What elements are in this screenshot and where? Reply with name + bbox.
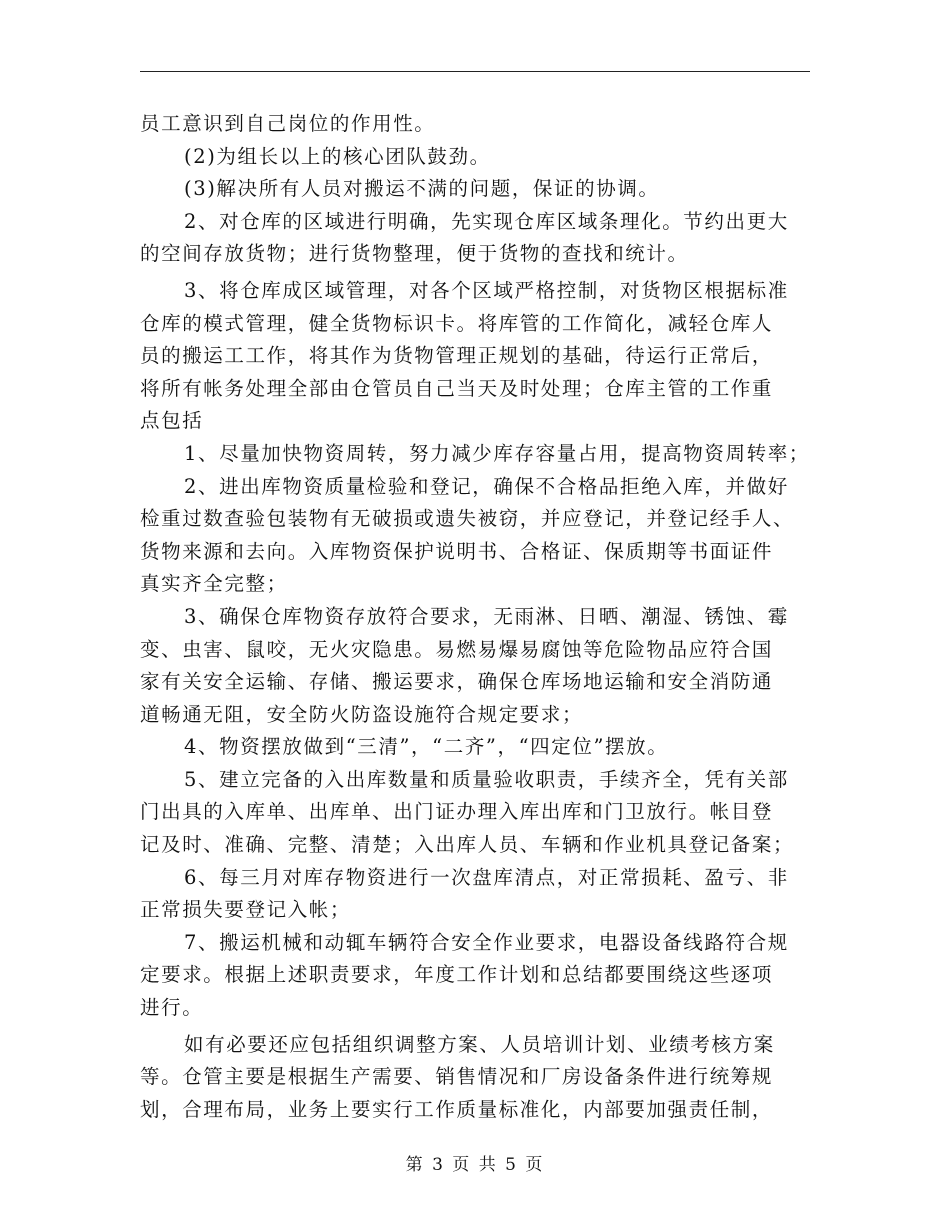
body-line: 员的搬运工工作，将其作为货物管理正规划的基础，待运行正常后， — [140, 344, 774, 368]
body-line: 如有必要还应包括组织调整方案、人员培训计划、业绩考核方案 — [184, 1032, 775, 1056]
body-line: 将所有帐务处理全部由仓管员自己当天及时处理；仓库主管的工作重 — [140, 376, 774, 400]
body-line: 家有关安全运输、存储、搬运要求，确保仓库场地运输和安全消防通 — [140, 670, 774, 694]
body-line: 员工意识到自己岗位的作用性。 — [140, 112, 436, 135]
body-line: 7、搬运机械和动辄车辆符合安全作业要求，电器设备线路符合规 — [184, 930, 789, 954]
body-line: 门出具的入库单、出库单、出门证办理入库出库和门卫放行。帐目登 — [140, 800, 774, 824]
body-line: 的空间存放货物；进行货物整理，便于货物的查找和统计。 — [140, 242, 689, 266]
body-line: 4、物资摆放做到“三清”，“二齐”，“四定位”摆放。 — [184, 735, 669, 759]
body-line: 3、确保仓库物资存放符合要求，无雨淋、日晒、潮湿、锈蚀、霉 — [184, 604, 789, 628]
body-line: 1、尽量加快物资周转，努力减少库存容量占用，提高物资周转率； — [184, 441, 810, 465]
document-body — [140, 108, 812, 1126]
header-rule — [140, 71, 810, 72]
body-line: 2、进出库物资质量检验和登记，确保不合格品拒绝入库，并做好 — [184, 474, 789, 498]
body-line: 定要求。根据上述职责要求，年度工作计划和总结都要围绕这些逐项 — [140, 963, 774, 987]
body-line: 5、建立完备的入出库数量和质量验收职责，手续齐全，凭有关部 — [184, 767, 789, 791]
body-line: (3)解决所有人员对搬运不满的问题，保证的协调。 — [184, 177, 660, 201]
body-line: 真实齐全完整； — [140, 572, 288, 596]
body-line: 3、将仓库成区域管理，对各个区域严格控制，对货物区根据标准 — [184, 278, 789, 302]
body-line: 货物来源和去向。入库物资保护说明书、合格证、保质期等书面证件 — [140, 539, 774, 563]
body-line: 点包括 — [140, 409, 204, 433]
body-line: 等。仓管主要是根据生产需要、销售情况和厂房设备条件进行统筹规 — [140, 1065, 774, 1089]
body-line: 变、虫害、鼠咬，无火灾隐患。易燃易爆易腐蚀等危险物品应符合国 — [140, 637, 774, 661]
body-line: 2、对仓库的区域进行明确，先实现仓库区域条理化。节约出更大 — [184, 209, 789, 233]
body-line: (2)为组长以上的核心团队鼓劲。 — [184, 144, 491, 168]
body-line: 记及时、准确、完整、清楚；入出库人员、车辆和作业机具登记备案； — [140, 833, 795, 857]
body-line: 6、每三月对库存物资进行一次盘库清点，对正常损耗、盈亏、非 — [184, 865, 789, 889]
body-line: 检重过数查验包装物有无破损或遗失被窃，并应登记，并登记经手人、 — [140, 507, 795, 531]
body-line: 正常损失要登记入帐； — [140, 898, 352, 922]
page-number-footer: 第 3 页 共 5 页 — [405, 1155, 545, 1175]
body-line: 进行。 — [140, 996, 204, 1020]
body-line: 划，合理布局，业务上要实行工作质量标准化，内部要加强责任制， — [140, 1097, 774, 1121]
body-line: 道畅通无阻，安全防火防盗设施符合规定要求； — [140, 702, 584, 726]
body-line: 仓库的模式管理，健全货物标识卡。将库管的工作简化，减轻仓库人 — [140, 311, 774, 335]
